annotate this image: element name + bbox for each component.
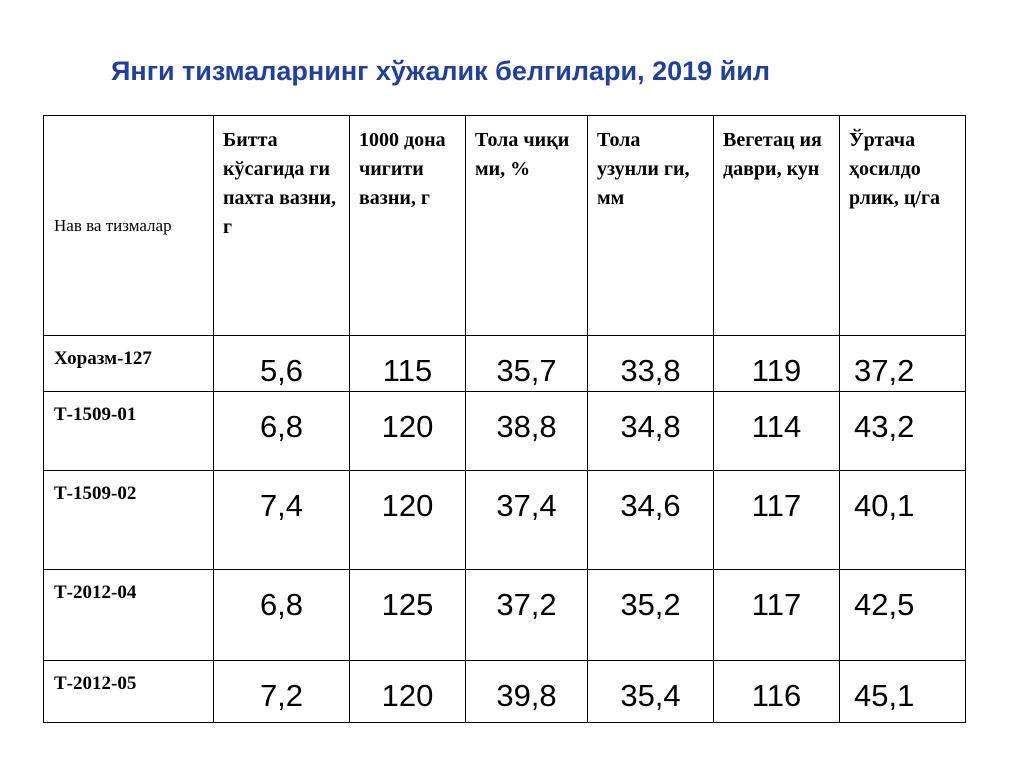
table-row xyxy=(44,392,966,471)
table-row xyxy=(44,661,966,723)
cell-value: 7,2 xyxy=(214,661,350,723)
cell-value: 35,4 xyxy=(588,661,714,723)
cell-value: 119 xyxy=(714,336,840,392)
header-cell-variety: Нав ва тизмалар xyxy=(44,116,214,336)
cell-value: 33,8 xyxy=(588,336,714,392)
header-cell-fiber-length: Тола узунли ги, мм xyxy=(588,116,714,336)
cell-value: 43,2 xyxy=(840,392,966,471)
page-title: Янги тизмаларнинг хўжалик белгилари, 2019 йил xyxy=(111,56,771,86)
cell-value: 115 xyxy=(350,336,466,392)
cell-value: 7,4 xyxy=(214,471,350,570)
cell-value: 38,8 xyxy=(466,392,588,471)
cell-value: 39,8 xyxy=(466,661,588,723)
row-name: Т-1509-01 xyxy=(44,392,214,471)
cell-value: 35,2 xyxy=(588,570,714,661)
cell-value: 120 xyxy=(350,392,466,471)
cell-value: 120 xyxy=(350,471,466,570)
header-cell-fiber-yield: Тола чиқи ми, % xyxy=(466,116,588,336)
table-header-row xyxy=(44,116,966,336)
cell-value: 34,6 xyxy=(588,471,714,570)
cell-value: 5,6 xyxy=(214,336,350,392)
table-row xyxy=(44,336,966,392)
header-cell-vegetation-period: Вегетац ия даври, кун xyxy=(714,116,840,336)
cell-value: 6,8 xyxy=(214,392,350,471)
data-table xyxy=(43,115,966,723)
cell-value: 120 xyxy=(350,661,466,723)
header-cell-boll-weight: Битта кўсагида ги пахта вазни, г xyxy=(214,116,350,336)
cell-value: 6,8 xyxy=(214,570,350,661)
cell-value: 37,2 xyxy=(840,336,966,392)
table-row xyxy=(44,471,966,570)
cell-value: 37,4 xyxy=(466,471,588,570)
table-row xyxy=(44,570,966,661)
row-name: Хоразм-127 xyxy=(44,336,214,392)
cell-value: 117 xyxy=(714,570,840,661)
cell-value: 116 xyxy=(714,661,840,723)
cell-value: 34,8 xyxy=(588,392,714,471)
cell-value: 117 xyxy=(714,471,840,570)
row-name: Т-2012-05 xyxy=(44,661,214,723)
cell-value: 42,5 xyxy=(840,570,966,661)
cell-value: 114 xyxy=(714,392,840,471)
header-cell-average-yield: Ўртача ҳосилдо рлик, ц/га xyxy=(840,116,966,336)
row-name: Т-1509-02 xyxy=(44,471,214,570)
cell-value: 45,1 xyxy=(840,661,966,723)
header-cell-seed-weight: 1000 дона чигити вазни, г xyxy=(350,116,466,336)
cell-value: 35,7 xyxy=(466,336,588,392)
cell-value: 37,2 xyxy=(466,570,588,661)
cell-value: 125 xyxy=(350,570,466,661)
cell-value: 40,1 xyxy=(840,471,966,570)
row-name: Т-2012-04 xyxy=(44,570,214,661)
